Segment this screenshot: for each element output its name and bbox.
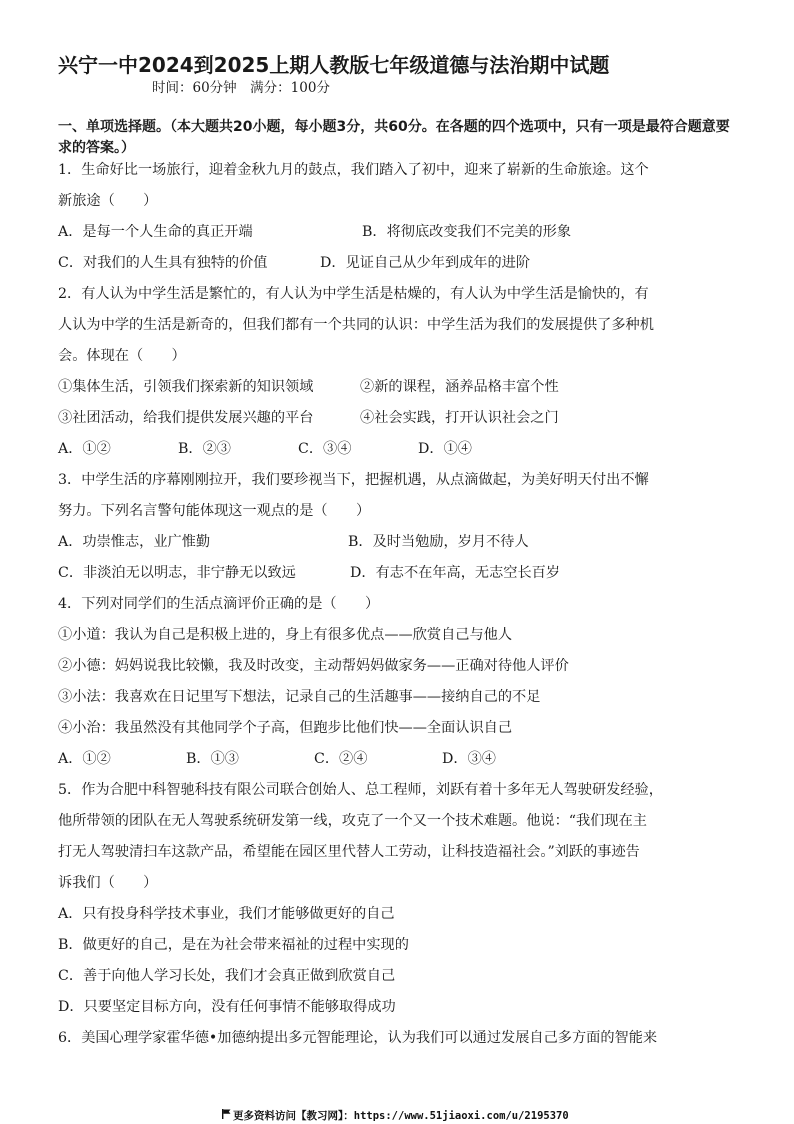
- option-row: [58, 434, 738, 465]
- statement-4: ④小治：我虽然没有其他同学个子高，但跑步比他们快——全面认识自己: [58, 720, 513, 736]
- option-row: [58, 248, 738, 279]
- question-text-line: 努力。下列名言警句能体现这一观点的是（ ）: [58, 503, 371, 519]
- option-c: C．③④: [298, 441, 352, 457]
- option-c: C．对我们的人生具有独特的价值: [58, 255, 268, 271]
- option-a: A．功崇惟志，业广惟勤: [58, 534, 211, 550]
- option-b: B．做更好的自己，是在为社会带来福祉的过程中实现的: [58, 937, 409, 953]
- option-d: D．①④: [418, 441, 472, 457]
- exam-time-score: 时间：60分钟 满分：100分: [152, 80, 330, 96]
- option-row: [58, 744, 738, 775]
- question-5: [58, 775, 738, 1023]
- question-text-line: 6．美国心理学家霍华德•加德纳提出多元智能理论，认为我们可以通过发展自己多方面的智能来: [58, 1030, 658, 1046]
- option-b: B．①③: [186, 751, 239, 767]
- option-row: [58, 217, 738, 248]
- question-text-line: 1．生命好比一场旅行，迎着金秋九月的鼓点，我们踏入了初中，迎来了崭新的生命旅途。这个: [58, 162, 649, 178]
- option-row: [58, 558, 738, 589]
- option-row: [58, 527, 738, 558]
- option-c: C．②④: [314, 751, 368, 767]
- statement-2: ②小德：妈妈说我比较懒，我及时改变，主动帮妈妈做家务——正确对待他人评价: [58, 658, 569, 674]
- question-3: [58, 465, 738, 589]
- footer-text[interactable]: 更多资料访问【教习网】：https://www.51jiaoxi.com/u/2195370: [233, 1110, 569, 1122]
- option-c: C．非淡泊无以明志，非宁静无以致远: [58, 565, 296, 581]
- question-text-line: 会。体现在（ ）: [58, 348, 186, 364]
- question-text-line: 他所带领的团队在无人驾驶系统研发第一线，攻克了一个又一个技术难题。他说：“我们现在主: [58, 813, 647, 829]
- statement-row: [58, 372, 738, 403]
- question-text-line: 诉我们（ ）: [58, 875, 158, 891]
- question-list: [58, 155, 738, 1054]
- exam-title: 兴宁一中2024到2025上期人教版七年级道德与法治期中试题: [58, 53, 610, 77]
- statement-4: ④社会实践，打开认识社会之门: [360, 410, 559, 426]
- option-d: D．③④: [442, 751, 496, 767]
- question-text-line: 人认为中学的生活是新奇的，但我们都有一个共同的认识：中学生活为我们的发展提供了多种机: [58, 317, 654, 333]
- question-text-line: 2．有人认为中学生活是繁忙的，有人认为中学生活是枯燥的，有人认为中学生活是愉快的，有: [58, 286, 649, 302]
- statement-1: ①小道：我认为自己是积极上进的，身上有很多优点——欣赏自己与他人: [58, 627, 513, 643]
- section-heading: 一、单项选择题。（本大题共20小题，每小题3分，共60分。在各题的四个选项中，只有一项是最符合题意要求的答案。）: [58, 119, 730, 156]
- footer-link[interactable]: [222, 1108, 569, 1123]
- statement-3: ③社团活动，给我们提供发展兴趣的平台: [58, 410, 314, 426]
- option-a: A．只有投身科学技术事业，我们才能够做更好的自己: [58, 906, 395, 922]
- question-2: [58, 279, 738, 465]
- statement-row: [58, 403, 738, 434]
- option-b: B．及时当勉励，岁月不待人: [348, 534, 529, 550]
- option-c: C．善于向他人学习长处，我们才会真正做到欣赏自己: [58, 968, 396, 984]
- statement-3: ③小法：我喜欢在日记里写下想法，记录自己的生活趣事——接纳自己的不足: [58, 689, 541, 705]
- question-6: [58, 1023, 738, 1054]
- option-b: B．将彻底改变我们不完美的形象: [362, 224, 572, 240]
- option-b: B．②③: [178, 441, 231, 457]
- option-d: D．有志不在年高，无志空长百岁: [350, 565, 561, 581]
- question-text-line: 4．下列对同学们的生活点滴评价正确的是（ ）: [58, 596, 380, 612]
- question-4: [58, 589, 738, 775]
- question-text-line: 打无人驾驶清扫车这款产品，希望能在园区里代替人工劳动，让科技造福社会。”刘跃的事迹告: [58, 844, 640, 860]
- option-d: D．只要坚定目标方向，没有任何事情不能够取得成功: [58, 999, 396, 1015]
- option-a: A．①②: [58, 751, 111, 767]
- question-text-line: 3．中学生活的序幕刚刚拉开，我们要珍视当下，把握机遇，从点滴做起，为美好明天付出不懈: [58, 472, 649, 488]
- question-1: [58, 155, 738, 279]
- option-a: A．①②: [58, 441, 111, 457]
- question-text-line: 新旅途（ ）: [58, 193, 158, 209]
- flag-icon: [222, 1109, 231, 1122]
- statement-2: ②新的课程，涵养品格丰富个性: [360, 379, 559, 395]
- question-text-line: 5．作为合肥中科智驰科技有限公司联合创始人、总工程师，刘跃有着十多年无人驾驶研发经验，: [58, 782, 663, 798]
- option-a: A．是每一个人生命的真正开端: [58, 224, 253, 240]
- statement-1: ①集体生活，引领我们探索新的知识领域: [58, 379, 314, 395]
- option-d: D．见证自己从少年到成年的进阶: [320, 255, 531, 271]
